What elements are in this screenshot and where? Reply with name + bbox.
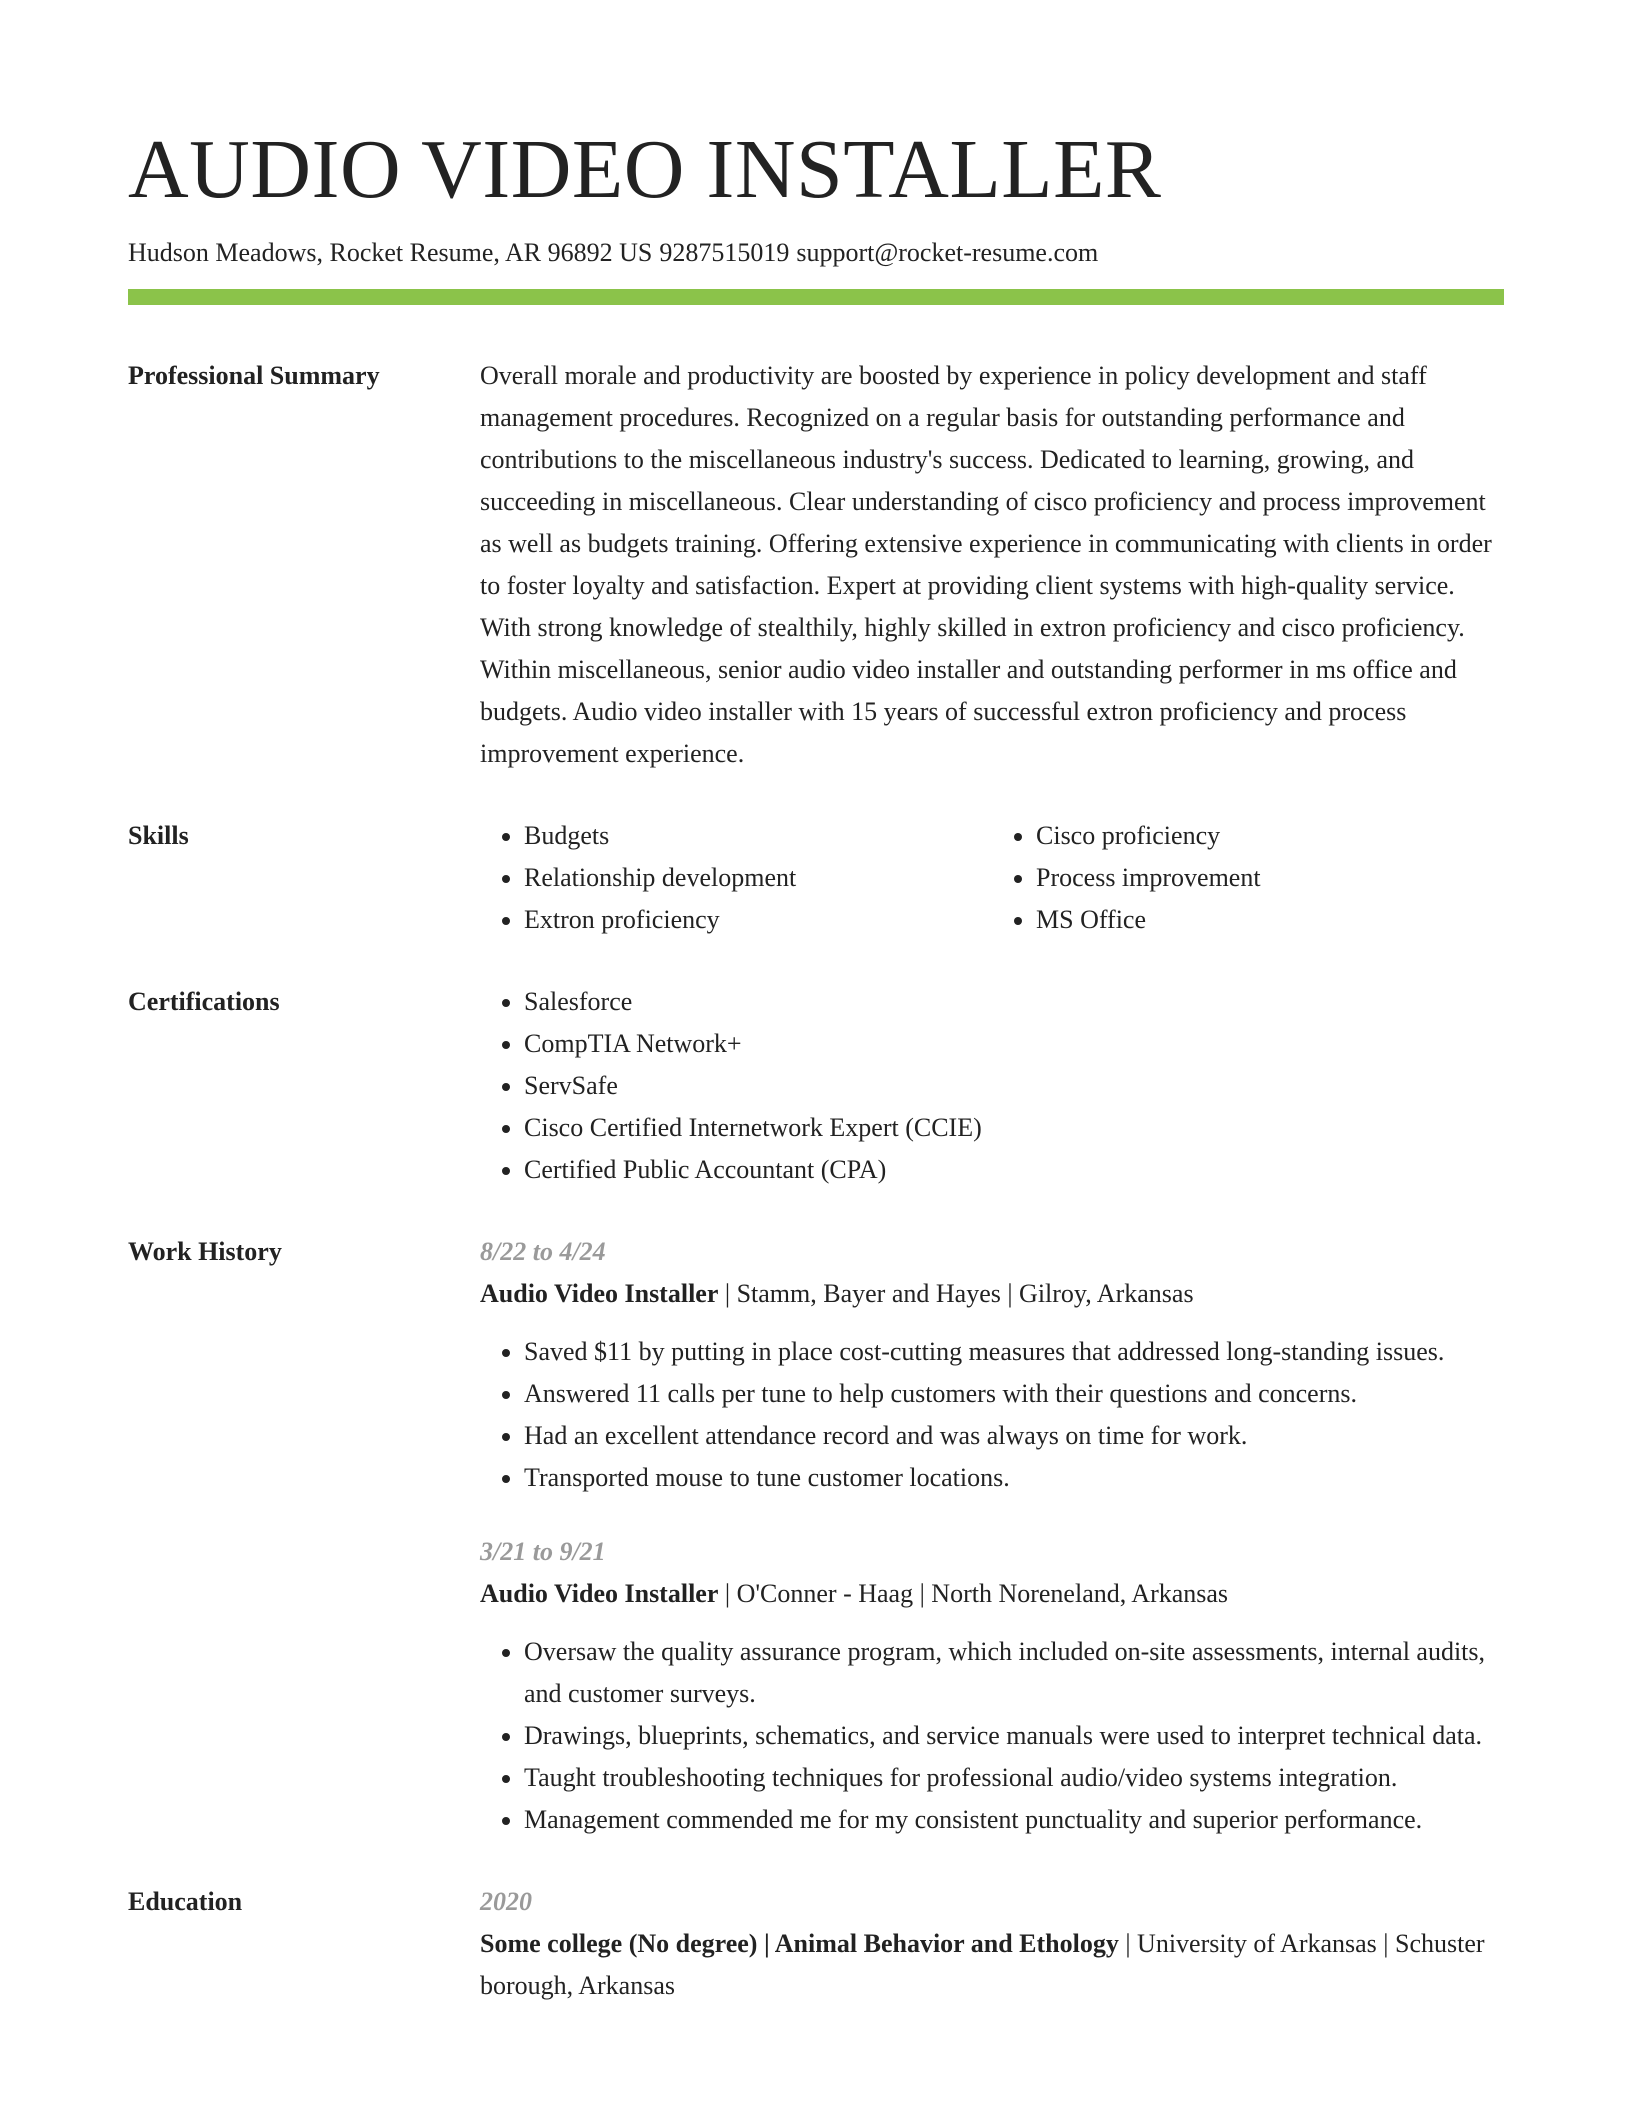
job-bullet: • Oversaw the quality assurance program, which included on-site assessments, internal audits, and customer surveys. — [524, 1631, 1504, 1715]
certification-item: • Salesforce — [524, 981, 1504, 1023]
certification-item: • Certified Public Accountant (CPA) — [524, 1149, 1504, 1191]
summary-text: Overall morale and productivity are boosted by experience in policy development and staff management procedures. Recognized on a regular basis for outstanding performance and contributions to the miscellaneous industry's success. Dedicated to learning, growing, and succeeding in miscellaneous. Clear understanding of cisco proficiency and process improvement as well as budgets training. Offering extensive experience in communicating with clients in order to foster loyalty and satisfaction. Expert at providing client systems with high-quality service. With strong knowledge of stealthily, highly skilled in extron proficiency and cisco proficiency. Within miscellaneous, senior audio video installer and outstanding performer in ms office and budgets. Audio video installer with 15 years of successful extron proficiency and process improvement experience. — [480, 361, 1492, 768]
job-bullet: • Transported mouse to tune customer locations. — [524, 1457, 1504, 1499]
education-section — [128, 1881, 1504, 2007]
section-label-certifications: Certifications — [128, 987, 280, 1016]
resume-title: AUDIO VIDEO INSTALLER — [128, 123, 1162, 216]
job-bullet: • Had an excellent attendance record and was always on time for work. — [524, 1415, 1504, 1457]
skill-item: • Budgets — [524, 815, 992, 857]
job-employer: | Stamm, Bayer and Hayes | Gilroy, Arkansas — [718, 1279, 1194, 1308]
certifications-section — [128, 981, 1504, 1191]
job-bullet: • Taught troubleshooting techniques for professional audio/video systems integration. — [524, 1757, 1504, 1799]
skills-column-1 — [480, 815, 992, 941]
education-school: | University of Arkansas | Schuster borough, Arkansas — [480, 1929, 1485, 2000]
job-bullet: • Management commended me for my consistent punctuality and superior performance. — [524, 1799, 1504, 1841]
contact-address: Hudson Meadows, Rocket Resume, AR 96892 US — [128, 238, 653, 267]
certification-item: • Cisco Certified Internetwork Expert (CCIE) — [524, 1107, 1504, 1149]
job-bullet: • Saved $11 by putting in place cost-cutting measures that addressed long-standing issues. — [524, 1331, 1504, 1373]
header-divider — [128, 289, 1504, 305]
certification-item: • ServSafe — [524, 1065, 1504, 1107]
contact-phone: 9287515019 — [659, 238, 790, 267]
section-label-summary: Professional Summary — [128, 361, 380, 390]
job-title: Audio Video Installer — [480, 1279, 719, 1308]
skill-item: • Relationship development — [524, 857, 992, 899]
job-entry — [480, 1231, 1504, 1499]
education-heading — [480, 1923, 1504, 2007]
job-bullet: • Drawings, blueprints, schematics, and service manuals were used to interpret technical data. — [524, 1715, 1504, 1757]
section-label-work-history: Work History — [128, 1237, 282, 1266]
skill-item: • Cisco proficiency — [1036, 815, 1504, 857]
summary-section — [128, 355, 1504, 775]
education-degree: Some college (No degree) | Animal Behavior and Ethology — [480, 1929, 1119, 1958]
job-bullets — [480, 1631, 1504, 1841]
contact-line — [128, 236, 1504, 270]
job-heading — [480, 1273, 1504, 1315]
work-history-section — [128, 1231, 1504, 1841]
skill-item: • MS Office — [1036, 899, 1504, 941]
job-bullet: • Answered 11 calls per tune to help customers with their questions and concerns. — [524, 1373, 1504, 1415]
certifications-list — [480, 981, 1504, 1191]
job-entry — [480, 1531, 1504, 1841]
certification-item: • CompTIA Network+ — [524, 1023, 1504, 1065]
education-date: 2020 — [480, 1887, 532, 1916]
skill-item: • Process improvement — [1036, 857, 1504, 899]
skill-item: • Extron proficiency — [524, 899, 992, 941]
job-dates: 8/22 to 4/24 — [480, 1237, 606, 1266]
contact-email: support@rocket-resume.com — [796, 238, 1099, 267]
skills-section — [128, 815, 1504, 941]
job-bullets — [480, 1331, 1504, 1499]
job-heading — [480, 1573, 1504, 1615]
skills-column-2 — [992, 815, 1504, 941]
section-label-education: Education — [128, 1887, 243, 1916]
section-label-skills: Skills — [128, 821, 189, 850]
job-employer: | O'Conner - Haag | North Noreneland, Arkansas — [718, 1579, 1229, 1608]
job-dates: 3/21 to 9/21 — [480, 1537, 606, 1566]
job-title: Audio Video Installer — [480, 1579, 719, 1608]
resume-page — [128, 118, 1504, 2007]
